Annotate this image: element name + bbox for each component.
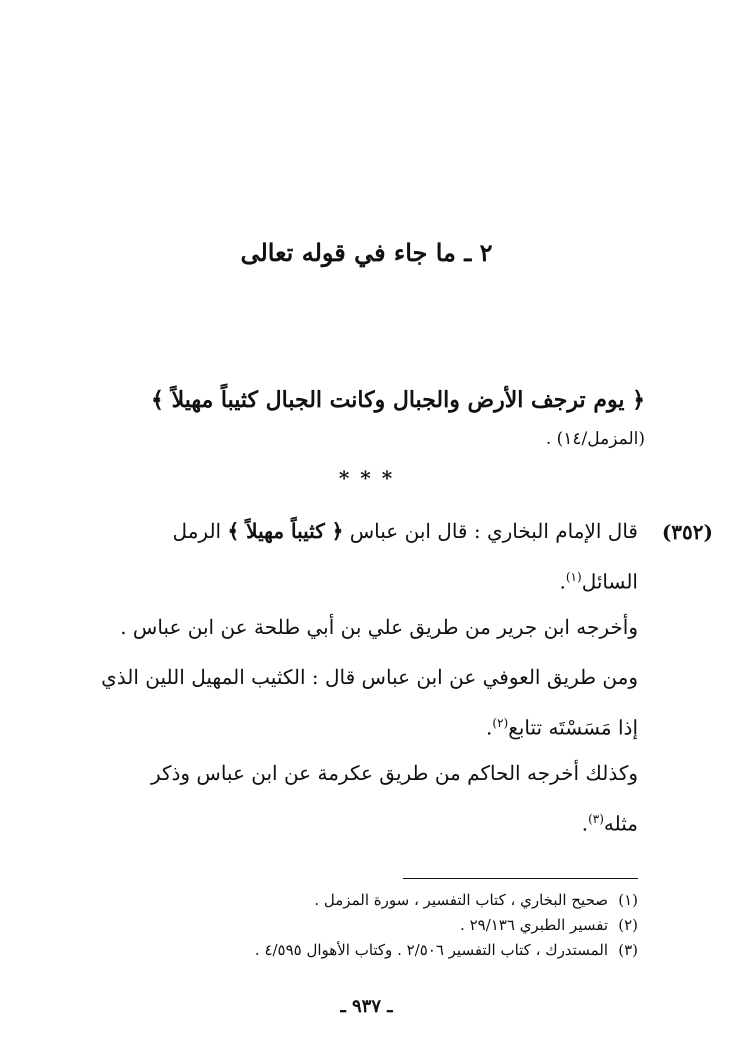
paragraph-awfi [93, 654, 638, 751]
footnote-text: المستدرك ، كتاب التفسير ٢/٥٠٦ . وكتاب الأهوال ٤/٥٩٥ . [254, 941, 608, 959]
footnote-3 [93, 938, 638, 963]
section-separator: * * * [338, 466, 395, 490]
quran-verse-block [55, 378, 645, 456]
paragraph-bukhari [93, 508, 638, 605]
verse-reference: (المزمل/١٤) . [545, 429, 645, 449]
footnote-text: تفسير الطبري ٢٩/١٣٦ . [460, 916, 608, 934]
footnote-divider [403, 878, 638, 879]
paragraph-hakim [93, 750, 638, 847]
footnotes-list [93, 888, 638, 963]
paragraph-awfi-end: . [486, 715, 493, 740]
footnote-number: (٢) [618, 916, 638, 934]
footnote-1 [93, 888, 638, 913]
paragraph-awfi-text: ومن طريق العوفي عن ابن عباس قال : الكثيب المهيل اللين الذي إذا مَسَسْتَه تتابع [101, 665, 638, 740]
chapter-title: ٢ ـ ما جاء في قوله تعالى [240, 238, 493, 267]
paragraph-bukhari-end: . [559, 569, 566, 594]
quoted-phrase: ﴿ كثيباً مهيلاً ﴾ [227, 519, 344, 543]
page-number: ـ ٩٣٧ ـ [340, 996, 393, 1017]
footnote-number: (٣) [618, 941, 638, 959]
footnote-marker-2[interactable]: (٢) [492, 716, 509, 730]
paragraph-ibn-jarir: وأخرجه ابن جرير من طريق علي بن أبي طلحة عن ابن عباس . [120, 615, 638, 639]
entry-number: (٣٥٢) [661, 520, 713, 544]
paragraph-bukhari-prefix: قال الإمام البخاري : قال ابن عباس [343, 519, 638, 543]
footnote-marker-1[interactable]: (١) [565, 570, 582, 584]
footnote-number: (١) [618, 891, 638, 909]
footnote-marker-3[interactable]: (٣) [588, 812, 604, 826]
verse-text: ﴿ يوم ترجف الأرض والجبال وكانت الجبال كثيباً مهيلاً ﴾ [151, 387, 645, 413]
paragraph-hakim-text: وكذلك أخرجه الحاكم من طريق عكرمة عن ابن عباس وذكر مثله [150, 761, 638, 836]
footnote-text: صحيح البخاري ، كتاب التفسير ، سورة المزمل . [314, 891, 608, 909]
paragraph-bukhari-suffix: الرمل السائل [172, 519, 638, 594]
paragraph-hakim-end: . [581, 811, 589, 836]
footnote-2 [93, 913, 638, 938]
